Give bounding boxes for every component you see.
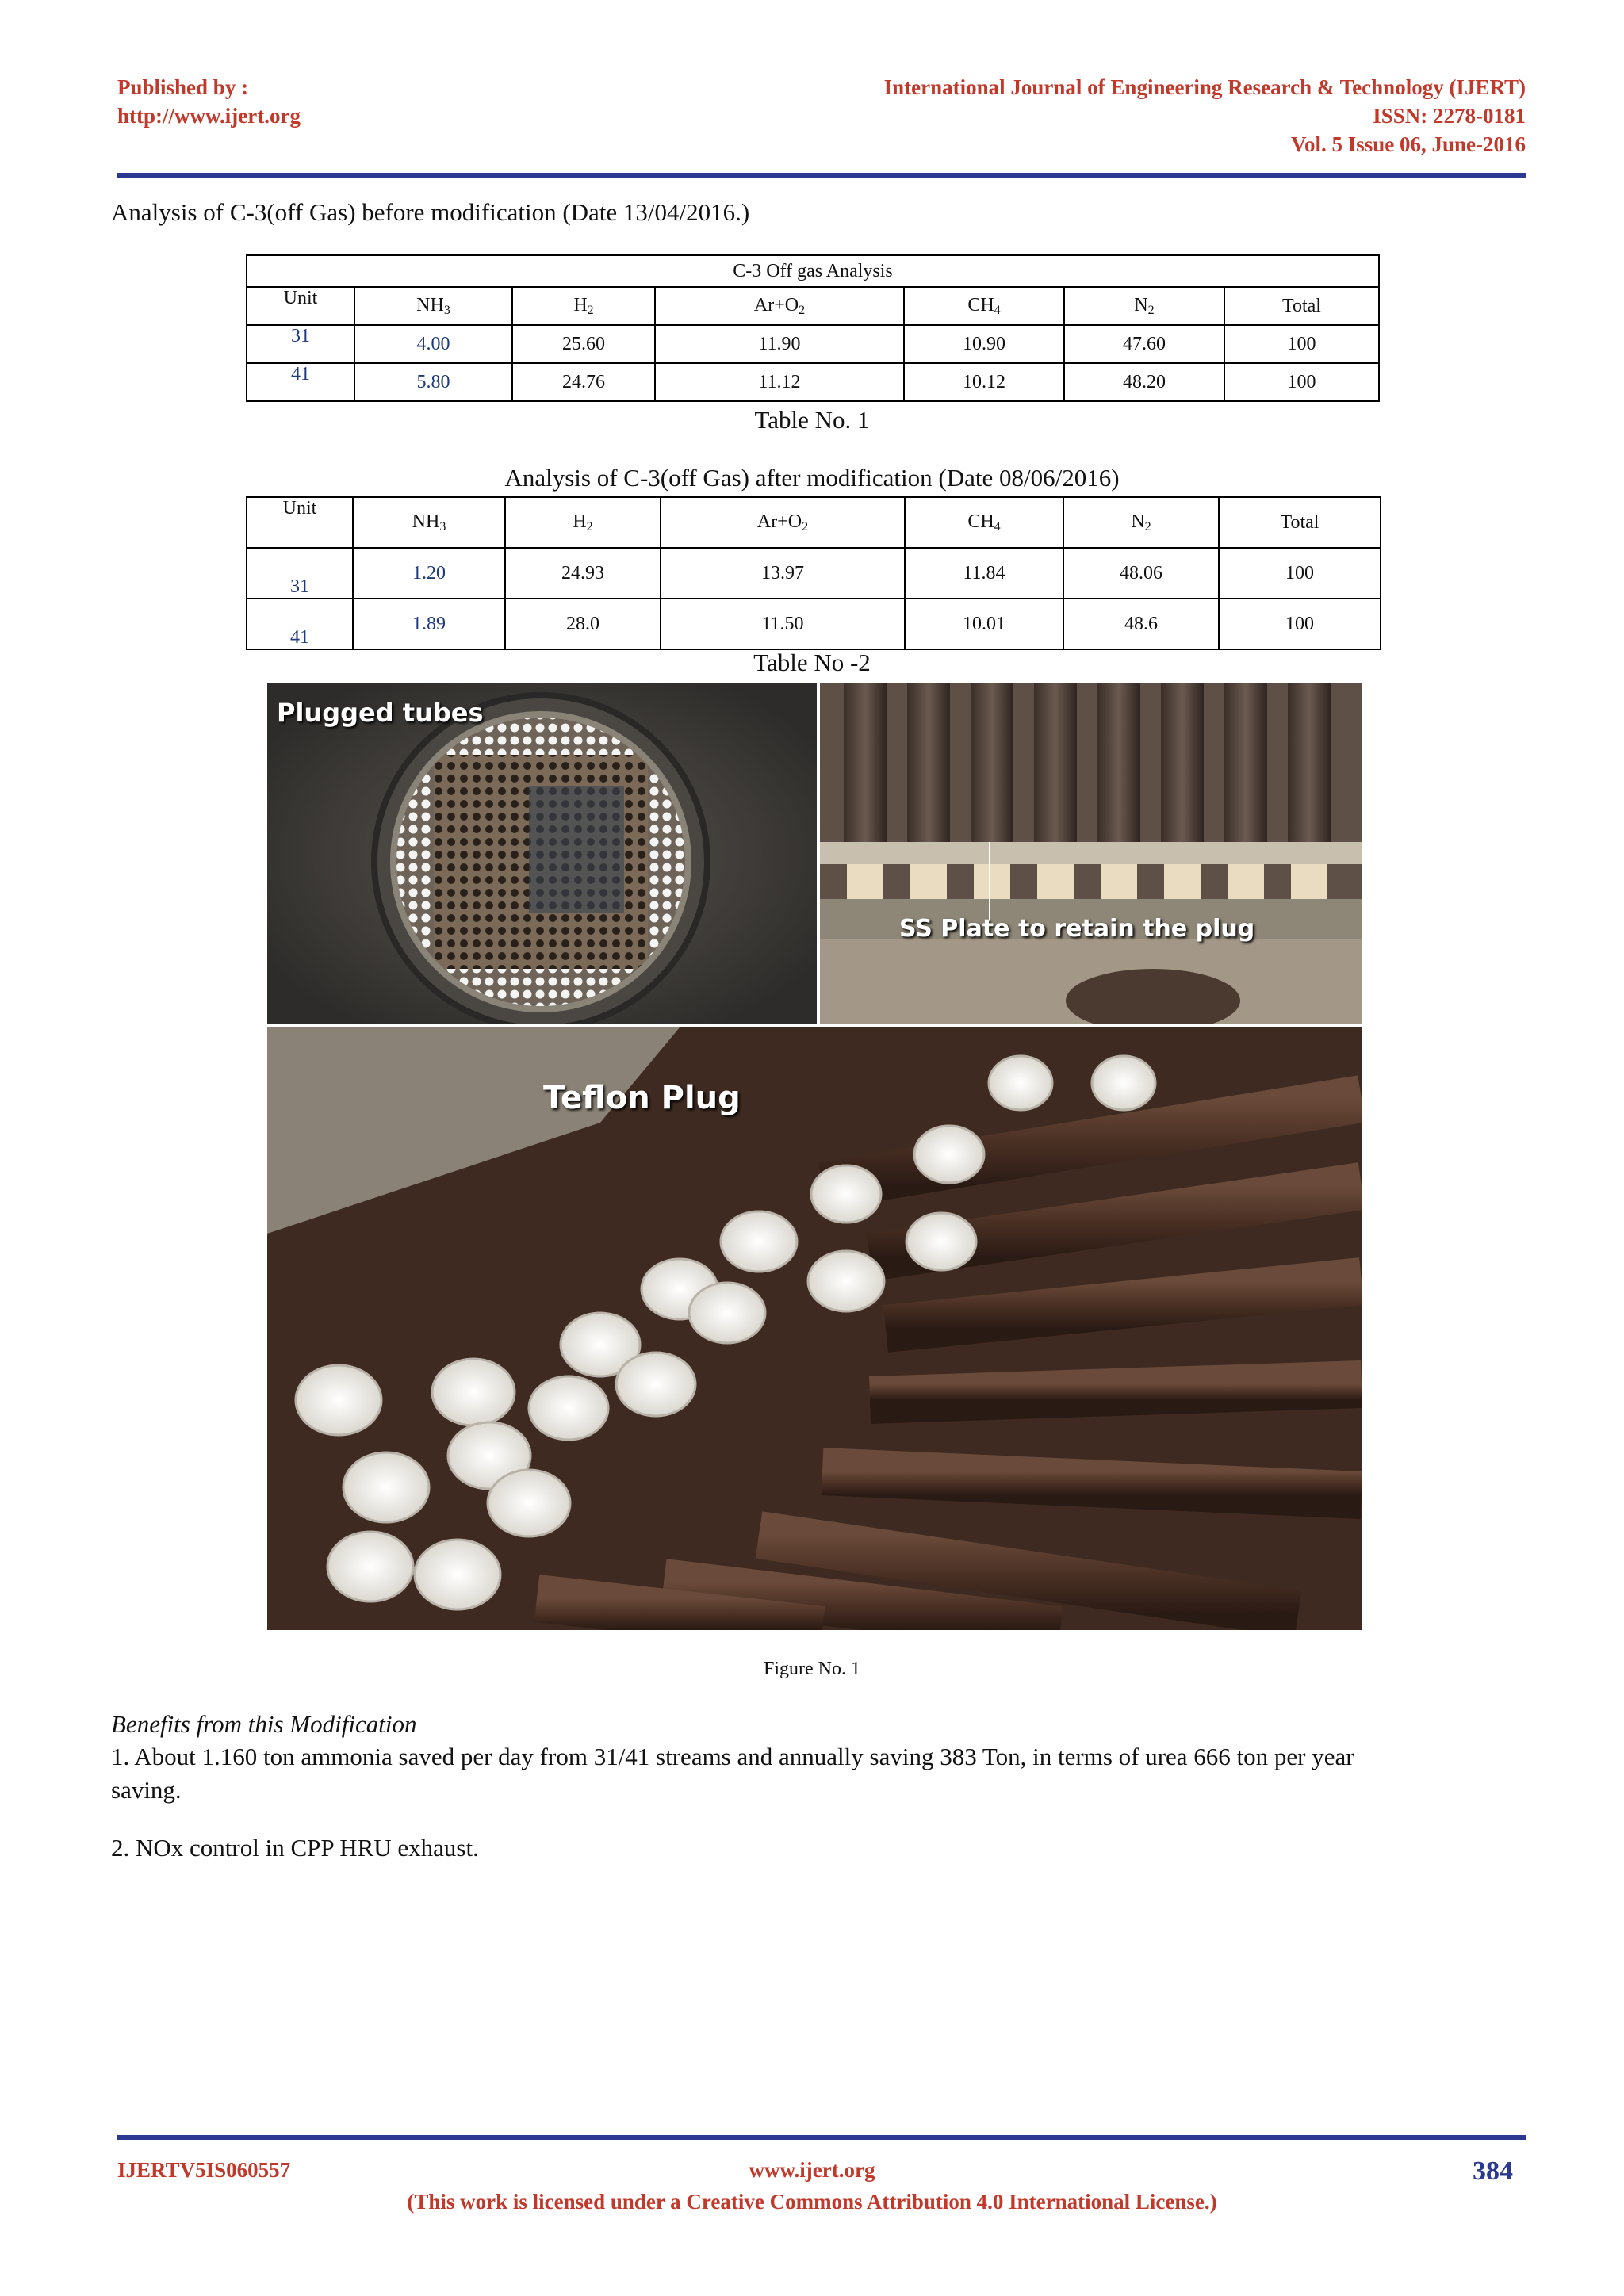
table2-header-h2: $H_2$ <box>505 497 661 548</box>
license-notice: (This work is licensed under a Creative Commons Attribution 4.0 International License.) <box>407 2190 1217 2214</box>
table2-header-nh3: $NH_3$ <box>353 497 505 548</box>
table2-cell: 48.6 <box>1063 599 1219 649</box>
plugged-tubes-label: Plugged tubes <box>277 698 484 728</box>
journal-block <box>884 73 1526 159</box>
benefits-heading: Benefits from this Modification <box>111 1710 417 1738</box>
table1-cell: 100 <box>1224 325 1379 363</box>
ss-plate-label: SS Plate to retain the plug <box>899 915 1255 943</box>
table2-cell: 11.50 <box>661 599 905 649</box>
table-row <box>247 363 1379 401</box>
footer-rule <box>117 2135 1526 2140</box>
table2-header-ch4: $CH_4$ <box>905 497 1063 548</box>
table2-cell: 1.89 <box>353 599 505 649</box>
tube-sheet-image <box>267 683 817 1024</box>
table2-cell: 41 <box>247 599 353 649</box>
table1-header-aro2: $Ar+O_2$ <box>655 287 904 325</box>
plugged-tubes-photo <box>267 683 817 1024</box>
table2-cell: 1.20 <box>353 548 505 599</box>
table2-caption: Table No -2 <box>753 649 871 676</box>
table2-cell: 100 <box>1219 548 1381 599</box>
published-by-label: Published by : <box>117 75 249 99</box>
table1-header-h2: $H_2$ <box>512 287 655 325</box>
table-row <box>247 599 1381 649</box>
ss-plate-photo <box>820 683 1362 1024</box>
table2-header-n2: $N_2$ <box>1063 497 1219 548</box>
table1-cell: 11.90 <box>655 325 904 363</box>
table2-header-aro2: $Ar+O_2$ <box>661 497 905 548</box>
table2-cell: 28.0 <box>505 599 661 649</box>
table2-cell: 11.84 <box>905 548 1063 599</box>
table1-title: C-3 Off gas Analysis <box>247 255 1379 287</box>
paper-id: IJERTV5IS060557 <box>117 2158 291 2182</box>
ss-plate-image <box>820 683 1362 1024</box>
table2-header-unit: Unit <box>247 497 353 548</box>
table1-cell: 47.60 <box>1064 325 1224 363</box>
table2-header-total: Total <box>1219 497 1381 548</box>
table1-cell: 4.00 <box>354 325 512 363</box>
table1-cell: 41 <box>247 363 354 401</box>
table1-cell: 24.76 <box>512 363 655 401</box>
table2 <box>246 496 1381 650</box>
publisher-block <box>117 73 301 130</box>
table1-header-nh3: $NH_3$ <box>354 287 512 325</box>
section1-heading: Analysis of C-3(off Gas) before modification (Date 13/04/2016.) <box>111 198 750 226</box>
table-row <box>247 548 1381 599</box>
table1-cell: 10.12 <box>904 363 1064 401</box>
table2-cell: 13.97 <box>661 548 905 599</box>
table1-cell: 10.90 <box>904 325 1064 363</box>
footer-url[interactable]: www.ijert.org <box>749 2158 875 2182</box>
table1-caption: Table No. 1 <box>754 406 870 434</box>
table1-cell: 11.12 <box>655 363 904 401</box>
table1-header-total: Total <box>1224 287 1379 325</box>
table1-cell: 25.60 <box>512 325 655 363</box>
table1-header-unit: Unit <box>247 287 354 325</box>
table2-cell: 31 <box>247 548 353 599</box>
section2-heading: Analysis of C-3(off Gas) after modification (Date 08/06/2016) <box>504 464 1120 492</box>
teflon-plug-image <box>267 1027 1362 1630</box>
table1-cell: 100 <box>1224 363 1379 401</box>
table2-cell: 24.93 <box>505 548 661 599</box>
journal-volume: Vol. 5 Issue 06, June-2016 <box>1290 132 1526 156</box>
publisher-url[interactable]: http://www.ijert.org <box>117 104 301 128</box>
table2-cell: 100 <box>1219 599 1381 649</box>
benefit-item-1-line1: 1. About 1.160 ton ammonia saved per day from 31/41 streams and annually saving 383 Ton, in terms of urea 666 ton per year <box>111 1743 1354 1770</box>
journal-issn: ISSN: 2278-0181 <box>1373 104 1526 128</box>
page-number: 384 <box>1473 2156 1513 2186</box>
table2-cell: 48.06 <box>1063 548 1219 599</box>
header-rule <box>117 173 1526 178</box>
teflon-plug-photo <box>267 1027 1362 1630</box>
benefit-item-2: 2. NOx control in CPP HRU exhaust. <box>111 1834 479 1862</box>
table1 <box>246 254 1380 402</box>
table2-cell: 10.01 <box>905 599 1063 649</box>
teflon-plug-label: Teflon Plug <box>543 1080 741 1116</box>
table1-header-n2: $N_2$ <box>1064 287 1224 325</box>
table1-cell: 5.80 <box>354 363 512 401</box>
table1-cell: 48.20 <box>1064 363 1224 401</box>
table1-header-ch4: $CH_4$ <box>904 287 1064 325</box>
figure-caption: Figure No. 1 <box>764 1659 860 1679</box>
table-row <box>247 325 1379 363</box>
benefit-item-1-line2: saving. <box>111 1776 182 1804</box>
benefit-item-1 <box>111 1740 1515 1807</box>
table1-cell: 31 <box>247 325 354 363</box>
journal-title: International Journal of Engineering Research & Technology (IJERT) <box>883 75 1526 99</box>
